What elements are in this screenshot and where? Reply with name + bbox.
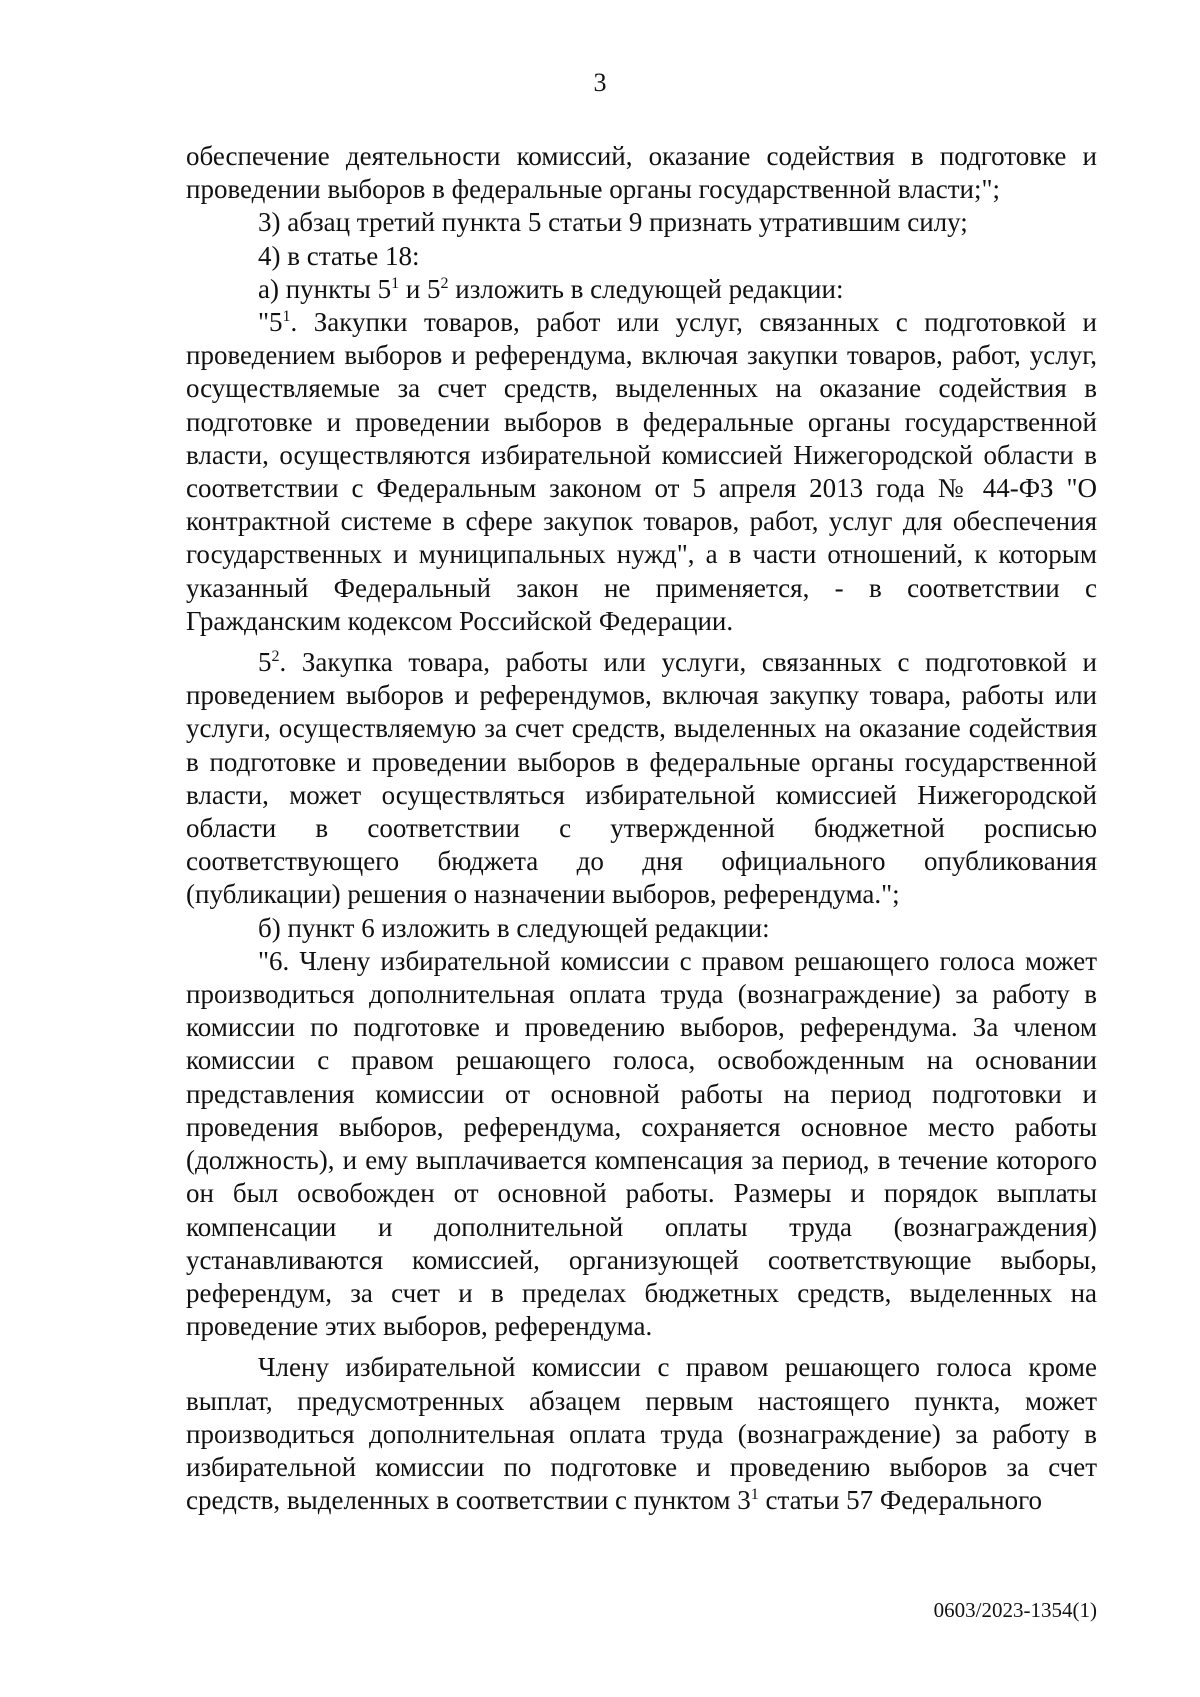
text-run: изложить в следующей редакции: [448, 273, 844, 304]
document-number: 0603/2023-1354(1) [933, 1598, 1097, 1622]
paragraph-clause-6-second [186, 1351, 1097, 1517]
document-body [186, 140, 1097, 1517]
text-run: 5 [258, 647, 272, 678]
text-run: . Закупки товаров, работ или услуг, связанных с подготовкой и проведением выборов и референдума, включая закупки товаров, работ, услуг, осуществляемые за счет средств, выделенных на оказание содействия в подготовке и проведении выборов в федеральные органы государственной власти, осуществляются избирательной комиссией Нижегородской области в соответствии с Федеральным законом от 5 апреля 2013 года № 44-ФЗ "О контрактной системе в сфере закупок товаров, работ, услуг для обеспечения государственных и муниципальных нужд", а в части отношений, к которым указанный Федеральный закон не применяется, - в соответствии с Гражданским кодексом Российской Федерации. [186, 307, 1097, 636]
text-run: статьи 57 Федерального [758, 1485, 1042, 1516]
paragraph-subitem-a [186, 273, 1097, 306]
paragraph-continuation: обеспечение деятельности комиссий, оказание содействия в подготовке и проведении выборов в федеральные органы государственной власти;"; [186, 141, 1097, 205]
text-run: . Закупка товара, работы или услуги, связанных с подготовкой и проведением выборов и референдумов, включая закупку товара, работы или услуги, осуществляемую за счет средств, выделенных на оказание содействия в подготовке и проведении выборов в федеральные органы государственной власти, может осуществляться избирательной комиссией Нижегородской области в соответствии с утвержденной бюджетной росписью соответствующего бюджета до дня официального опубликования (публикации) решения о назначении выборов, референдума."; [186, 647, 1097, 910]
superscript: 2 [271, 648, 280, 666]
superscript: 1 [391, 274, 400, 292]
paragraph-subitem-b: б) пункт 6 изложить в следующей редакции: [258, 912, 770, 943]
paragraph-clause-6: "6. Члену избирательной комиссии с правом решающего голоса может производиться дополнительная оплата труда (вознаграждение) за работу в комиссии по подготовке и проведению выборов, референдума. За членом комиссии с правом решающего голоса, освобожденным на основании представления комиссии от основной работы на период подготовки и проведения выборов, референдума, сохраняется основное место работы (должность), и ему выплачивается компенсация за период, в течение которого он был освобожден от основной работы. Размеры и порядок выплаты компенсации и дополнительной оплаты труда (вознаграждения) устанавливаются комиссией, организующей соответствующие выборы, референдум, за счет и в пределах бюджетных средств, выделенных на проведение этих выборов, референдума. [186, 945, 1097, 1342]
superscript: 1 [750, 1486, 759, 1504]
paragraph-clause-5-2 [186, 646, 1097, 912]
text-run: Члену избирательной комиссии с правом решающего голоса кроме выплат, предусмотренных абзацем первым настоящего пункта, может производиться дополнительная оплата труда (вознаграждение) за работу в избирательной комиссии по подготовке и проведению выборов за счет средств, выделенных в соответствии с пунктом 3 [186, 1352, 1097, 1516]
page-number: 3 [593, 68, 607, 97]
text-run: "5 [258, 307, 283, 338]
paragraph-item-4: 4) в статье 18: [258, 240, 420, 271]
superscript: 2 [440, 274, 449, 292]
paragraph-item-3: 3) абзац третий пункта 5 статьи 9 признать утратившим силу; [258, 207, 968, 238]
paragraph-clause-5-1 [186, 306, 1097, 638]
text-run: а) пункты 5 [258, 273, 392, 304]
text-run: и 5 [399, 273, 441, 304]
superscript: 1 [282, 308, 291, 326]
